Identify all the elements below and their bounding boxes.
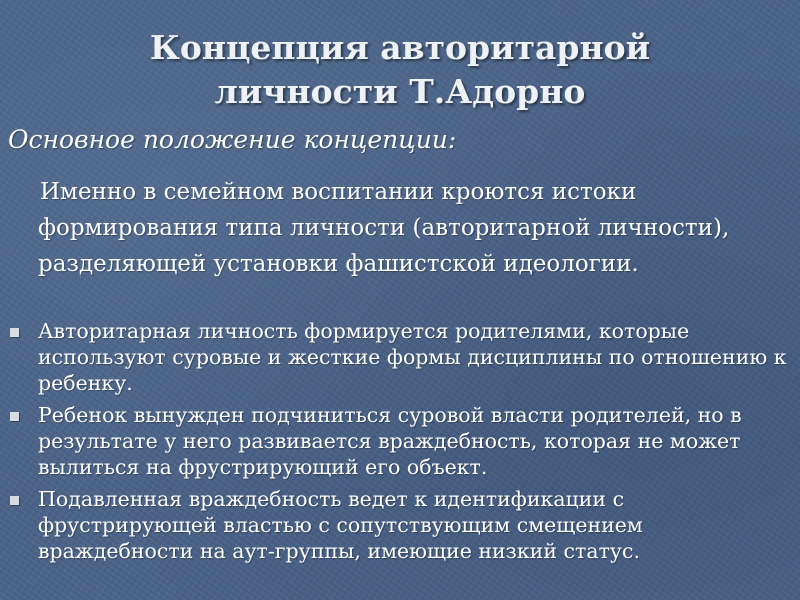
bullet-text: Ребенок вынужден подчиниться суровой власти родителей, но в результате у него развивается враждебность, которая не может вылиться на фрустрирующий его объект. — [38, 403, 742, 479]
square-bullet-icon — [10, 328, 19, 337]
square-bullet-icon — [10, 412, 19, 421]
slide-title — [0, 26, 800, 114]
slide-subtitle: Основное положение концепции: — [8, 125, 457, 154]
slide-title-line-2: личности Т.Адорно — [214, 72, 586, 111]
intro-paragraph: Именно в семейном воспитании кроются истоки формирования типа личности (авторитарной личности), разделяющей установки фашистской идеологии. — [38, 179, 730, 277]
bullet-list — [8, 318, 792, 570]
slide-title-line-1: Концепция авторитарной — [149, 28, 651, 67]
list-item — [8, 486, 792, 564]
square-bullet-icon — [10, 496, 19, 505]
bullet-text: Подавленная враждебность ведет к идентификации с фрустрирующей властью с сопутствующим смещением враждебности на аут-группы, имеющие низкий статус. — [38, 487, 643, 563]
list-item — [8, 318, 792, 396]
list-item — [8, 402, 792, 480]
bullet-text: Авторитарная личность формируется родителями, которые используют суровые и жесткие формы дисциплины по отношению к ребенку. — [38, 319, 787, 395]
